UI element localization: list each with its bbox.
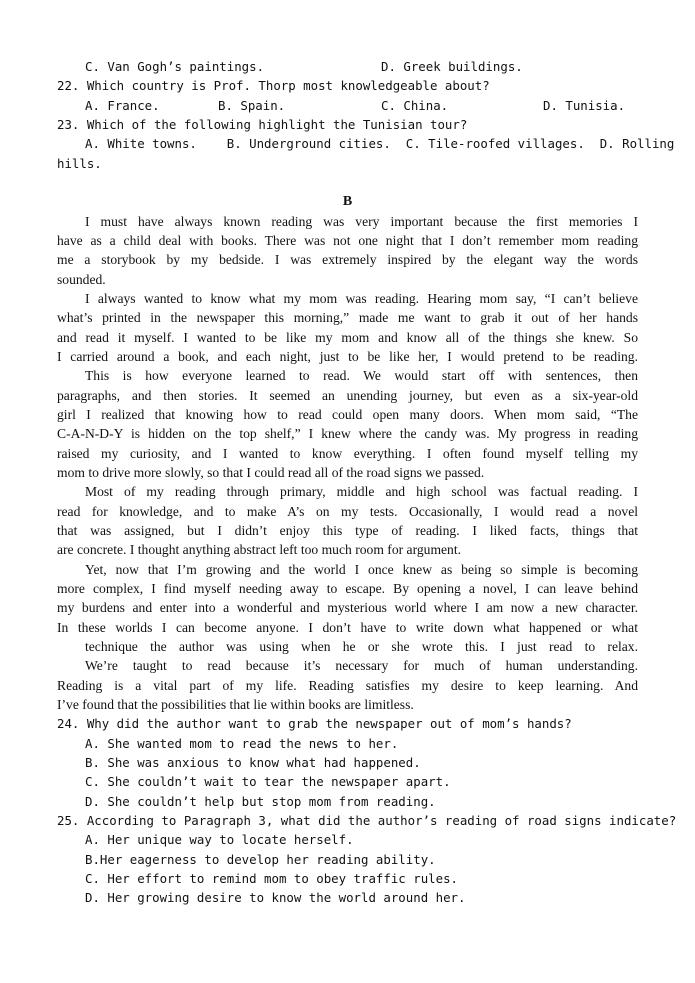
passage-line: have as a child deal with books. There was not one night that I don’t remember mom reading bbox=[57, 233, 638, 248]
passage-line: girl I realized that knowing how to read could open many doors. When mom said, “The bbox=[57, 407, 638, 422]
q25-option-c: C. Her effort to remind mom to obey traffic rules. bbox=[85, 871, 458, 886]
passage-line: I carried around a book, and each night, just to be like her, I would pretend to be reading. bbox=[57, 349, 638, 364]
passage-line: mom to drive more slowly, so that I could read all of the road signs we passed. bbox=[57, 465, 485, 480]
passage-line: Most of my reading through primary, middle and high school was factual reading. I bbox=[85, 484, 638, 499]
q22-option-a: A. France. bbox=[85, 98, 160, 113]
passage-line: This is how everyone learned to read. We would start off with sentences, then bbox=[85, 368, 638, 383]
passage-line: and read it myself. I wanted to be like my mom and know all of the things she knew. So bbox=[57, 330, 638, 345]
passage-line: are concrete. I thought anything abstract left too much room for argument. bbox=[57, 542, 462, 557]
passage-line: C-A-N-D-Y is hidden on the top shelf,” I knew where the candy was. My progress in reading bbox=[57, 426, 638, 441]
q23-options-line: A. White towns. B. Underground cities. C. Tile-roofed villages. D. Rolling bbox=[85, 136, 675, 151]
passage-line: Reading is a vital part of my life. Reading satisfies my desire to keep learning. And bbox=[57, 678, 638, 693]
passage-line: more complex, I find myself needing away to escape. By opening a novel, I can leave behind bbox=[57, 581, 638, 596]
passage-line: read for knowledge, and to make A’s on my tests. Occasionally, I would read a novel bbox=[57, 504, 638, 519]
q24-stem: 24. Why did the author want to grab the newspaper out of mom’s hands? bbox=[57, 716, 572, 731]
passage-line: raised my curiosity, and I wanted to know everything. I often found myself telling my bbox=[57, 446, 638, 461]
passage-line: what’s printed in the newspaper this morning,” made me want to grab it out of her hands bbox=[57, 310, 638, 325]
q22-option-b: B. Spain. bbox=[218, 98, 286, 113]
passage-line: my burdens and enter into a wonderful and mysterious world where I am now a new character. bbox=[57, 600, 638, 615]
passage-line: technique the author was using when he or she wrote this. I just read to relax. bbox=[85, 639, 638, 654]
passage-line: We’re taught to read because it’s necessary for much of human understanding. bbox=[85, 658, 638, 673]
q24-option-d: D. She couldn’t help but stop mom from reading. bbox=[85, 794, 436, 809]
q23-options-wrap: hills. bbox=[57, 156, 102, 171]
passage-line: sounded. bbox=[57, 272, 106, 287]
q23-stem: 23. Which of the following highlight the Tunisian tour? bbox=[57, 117, 468, 132]
q22-option-c: C. China. bbox=[381, 98, 449, 113]
q24-option-a: A. She wanted mom to read the news to her. bbox=[85, 736, 399, 751]
q22-option-d: D. Tunisia. bbox=[543, 98, 626, 113]
passage-line: I must have always known reading was very important because the first memories I bbox=[85, 214, 638, 229]
q25-stem: 25. According to Paragraph 3, what did the author’s reading of road signs indicate? bbox=[57, 813, 677, 828]
q21-option-d: D. Greek buildings. bbox=[381, 59, 523, 74]
passage-line: I always wanted to know what my mom was reading. Hearing mom say, “I can’t believe bbox=[85, 291, 638, 306]
q25-option-d: D. Her growing desire to know the world around her. bbox=[85, 890, 466, 905]
q25-option-a: A. Her unique way to locate herself. bbox=[85, 832, 354, 847]
q21-option-c: C. Van Gogh’s paintings. bbox=[85, 59, 265, 74]
passage-line: In these worlds I can become anyone. I don’t have to write down what happened or what bbox=[57, 620, 638, 635]
q25-option-b: B.Her eagerness to develop her reading ability. bbox=[85, 852, 436, 867]
q22-stem: 22. Which country is Prof. Thorp most knowledgeable about? bbox=[57, 78, 490, 93]
passage-line: that was assigned, but I didn’t enjoy this type of reading. I liked facts, things that bbox=[57, 523, 638, 538]
q24-option-c: C. She couldn’t wait to tear the newspaper apart. bbox=[85, 774, 451, 789]
passage-line: I’ve found that the possibilities that lie within books are limitless. bbox=[57, 697, 414, 712]
q24-option-b: B. She was anxious to know what had happened. bbox=[85, 755, 421, 770]
section-title: B bbox=[342, 194, 353, 209]
passage-line: me a storybook by my bedside. I was extremely inspired by the elegant way the words bbox=[57, 252, 638, 267]
passage-line: Yet, now that I’m growing and the world I once knew as being so simple is becoming bbox=[85, 562, 638, 577]
passage-line: paragraphs, and then stories. It seemed an unending journey, but even as a six-year-old bbox=[57, 388, 638, 403]
